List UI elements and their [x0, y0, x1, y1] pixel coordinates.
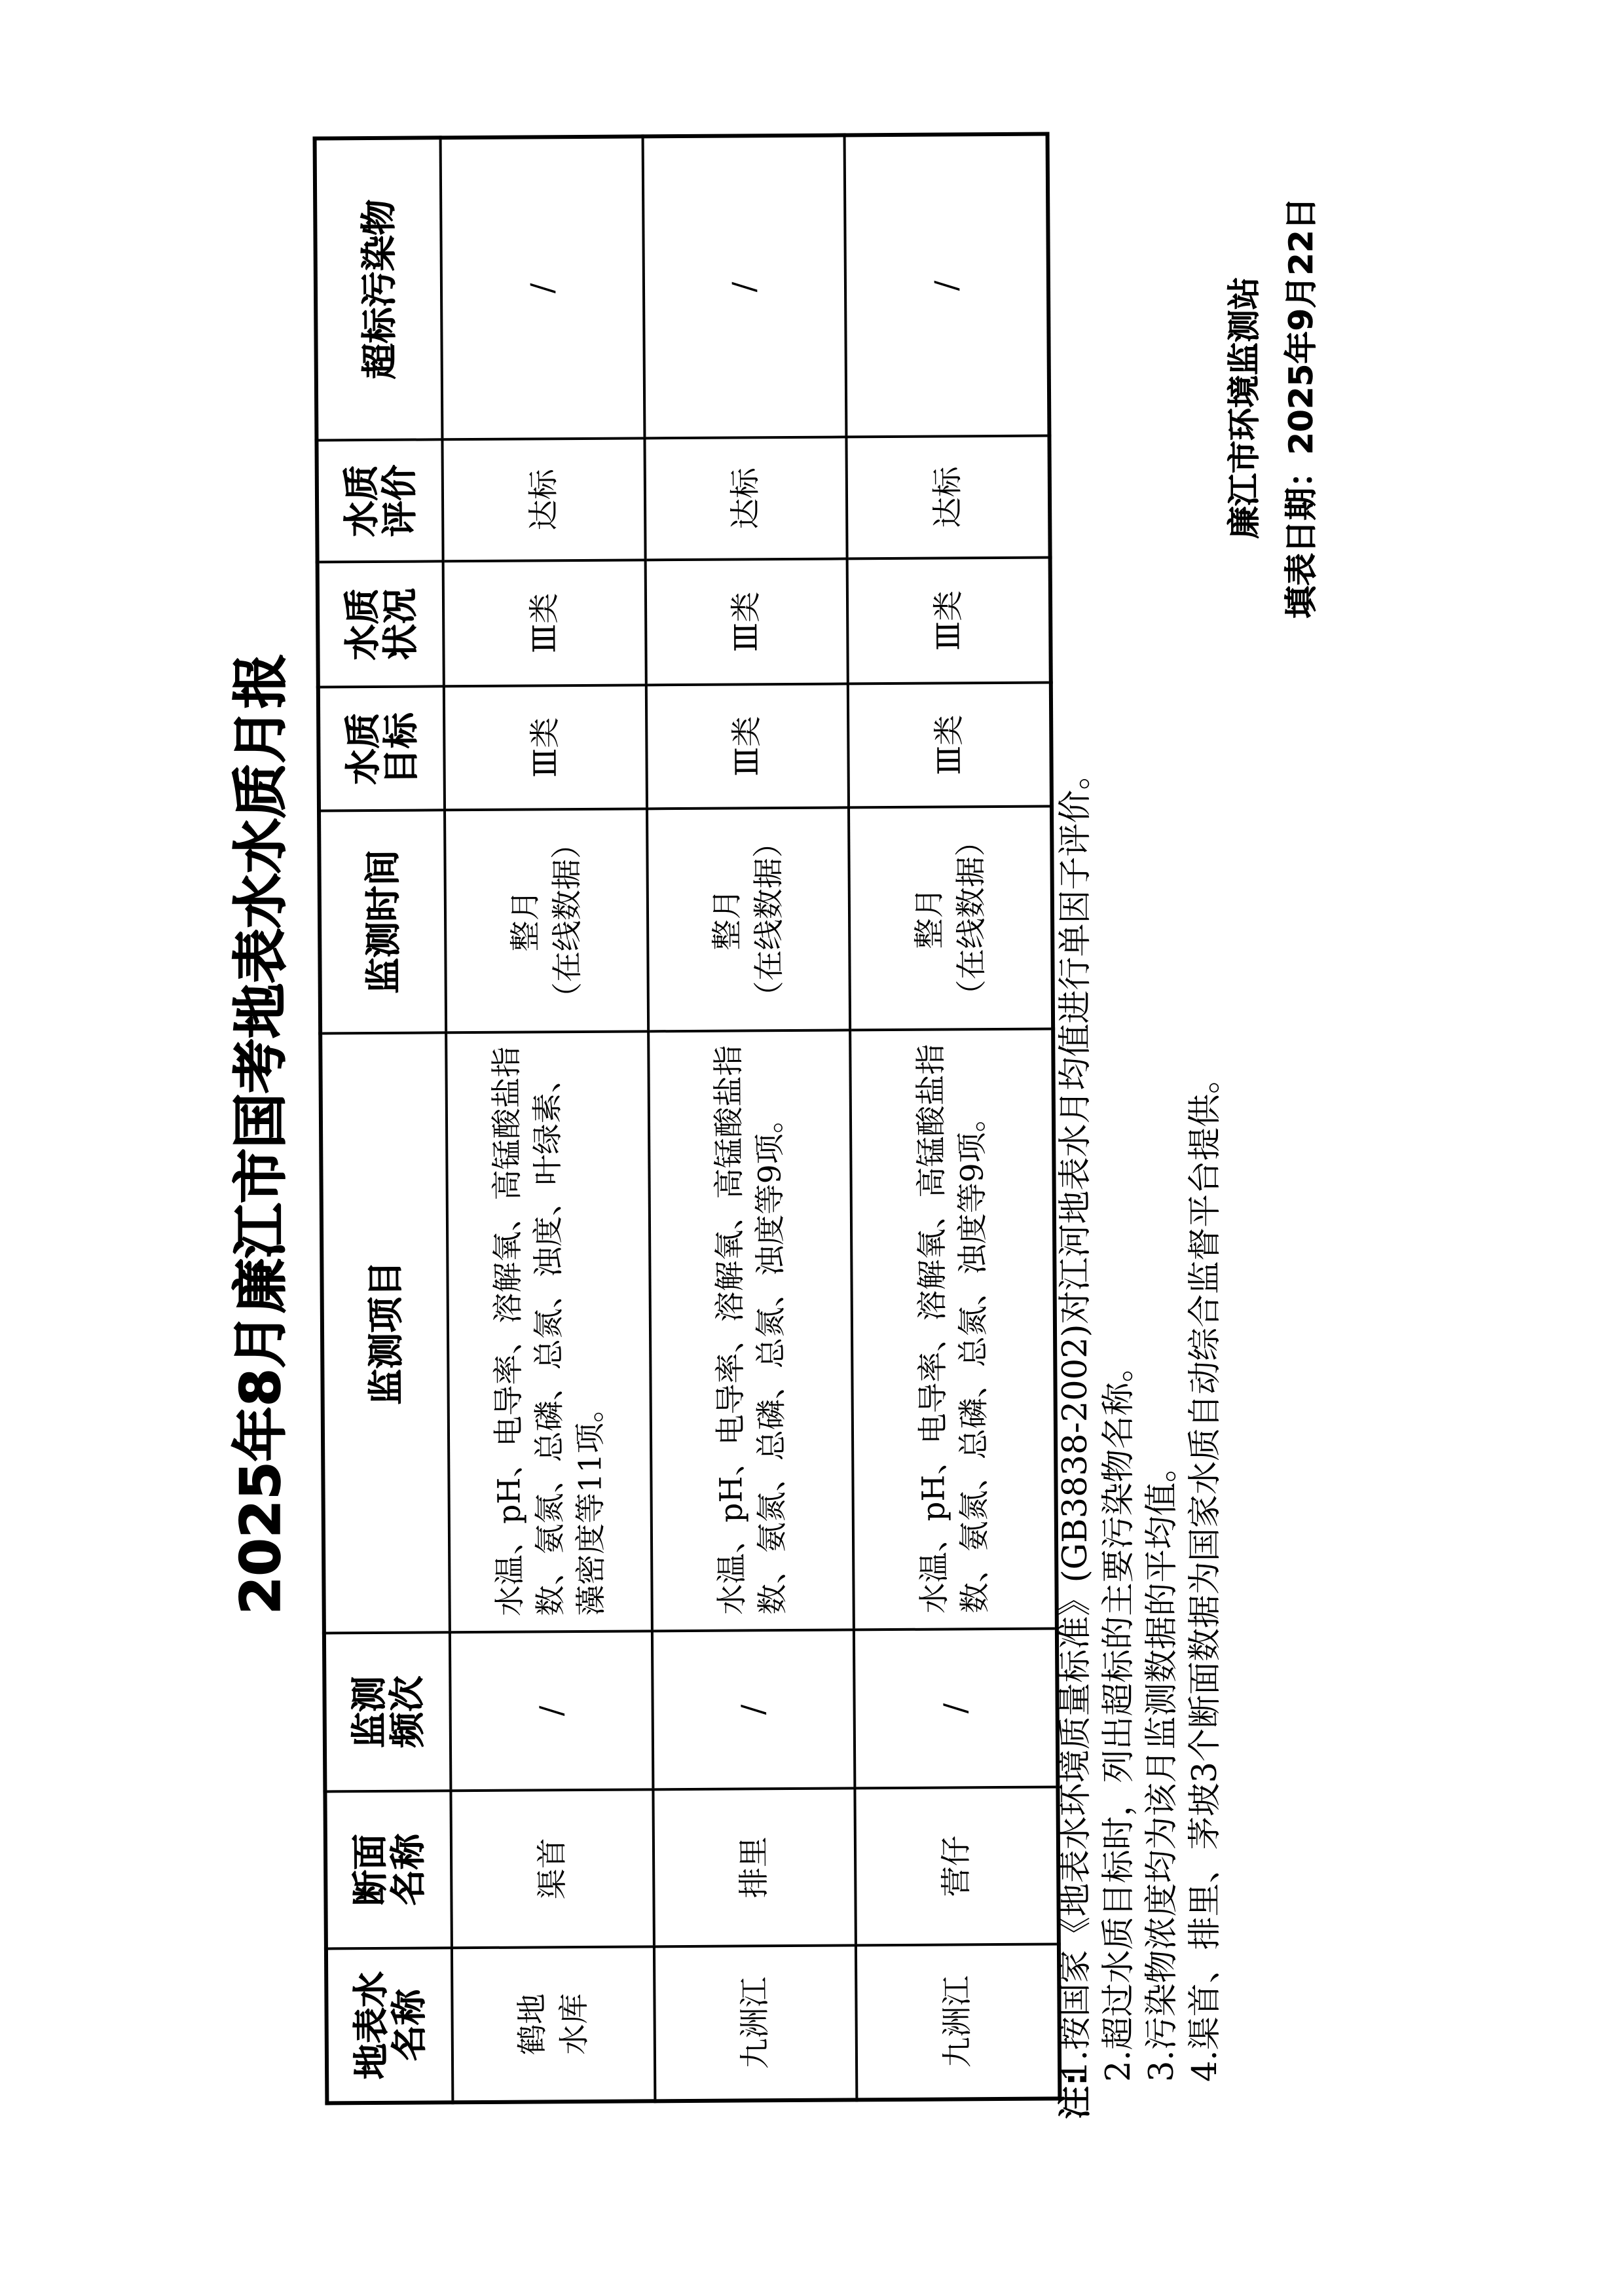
header-line: 目标: [379, 712, 422, 785]
issuing-organization: 廉江市环境监测站: [1225, 277, 1263, 539]
note-item: [1098, 548, 1141, 2119]
cell-exceeding-pollutants: /: [845, 134, 1050, 437]
note-text: 2.超过水质目标时，列出超标的主要污染物名称。: [1099, 1349, 1138, 2082]
cell-line: （在线数据）: [750, 827, 788, 1012]
cell-line: 九洲江: [938, 1975, 976, 2068]
fill-date: [1273, 179, 1330, 637]
cell-quality-status: Ⅲ类: [443, 560, 646, 686]
header-line: 名称: [387, 1988, 430, 2062]
note-text: 3.污染物浓度均为该月监测数据的平均值。: [1143, 1449, 1181, 2082]
cell-exceeding-pollutants: /: [643, 135, 847, 438]
note-text: 4.渠首、排里、茅坡3个断面数据为国家水质自动综合监督平台提供。: [1186, 1060, 1225, 2082]
cell-monitoring-time: [647, 807, 850, 1031]
water-quality-table-wrapper: [313, 136, 1062, 2105]
cell-quality-status: Ⅲ类: [646, 558, 848, 685]
table-row: [845, 134, 1060, 2100]
cell-line: 整月: [911, 887, 948, 949]
header-line: 水质: [340, 464, 382, 538]
note-item: [1184, 548, 1227, 2119]
cell-quality-evaluation: 达标: [644, 437, 847, 560]
table-row: [643, 135, 857, 2101]
header-monitoring-items: 监测项目: [320, 1032, 450, 1633]
page-title: 2025年8月廉江市国考地表水水质月报: [229, 653, 293, 1615]
cell-quality-evaluation: 达标: [442, 438, 645, 561]
cell-monitoring-frequency: /: [854, 1628, 1058, 1788]
header-line: 监测: [347, 1675, 390, 1749]
note-item: [1141, 548, 1184, 2119]
notes-section: [1054, 548, 1227, 2119]
header-line: 水质: [341, 712, 384, 785]
header-line: 频次: [385, 1675, 428, 1748]
cell-quality-target: Ⅲ类: [444, 685, 647, 810]
header-water-body-name: [326, 1948, 452, 2103]
cell-line: 整月: [709, 888, 746, 951]
table-row: [441, 136, 655, 2102]
cell-line: （在线数据）: [548, 828, 586, 1013]
cell-water-body-name: [452, 1946, 655, 2102]
header-line: 水质: [341, 588, 384, 661]
cell-line: 藻密度等11项。: [572, 1391, 610, 1616]
header-section-name: [325, 1791, 452, 1948]
cell-water-body-name: [856, 1944, 1060, 2100]
cell-monitoring-frequency: /: [450, 1631, 654, 1791]
header-monitoring-frequency: [324, 1632, 451, 1791]
header-line: 名称: [386, 1833, 430, 1906]
fill-date-label: 填表日期：: [1282, 454, 1320, 619]
cell-line: 九洲江: [737, 1977, 774, 2069]
cell-section-name: 排里: [653, 1788, 856, 1946]
cell-line: 水温、pH、电导率、溶解氧、高锰酸盐指: [710, 1045, 750, 1615]
table-header-row: [315, 137, 453, 2103]
footer-signature: [1216, 179, 1330, 637]
header-quality-target: [318, 686, 445, 811]
header-line: 评价: [378, 464, 420, 537]
cell-line: 数、氨氮、总磷、总氮、浊度等9项。: [751, 1102, 791, 1615]
header-exceeding-pollutants: 超标污染物: [315, 137, 443, 440]
cell-line: 水温、pH、电导率、溶解氧、高锰酸盐指: [488, 1046, 528, 1616]
cell-quality-target: Ⅲ类: [848, 682, 1052, 807]
cell-monitoring-time: [849, 806, 1053, 1030]
cell-monitoring-items: [850, 1029, 1057, 1630]
cell-line: 整月: [507, 890, 544, 952]
cell-section-name: 营仔: [855, 1787, 1059, 1945]
header-line: 状况: [378, 588, 422, 661]
cell-line: 水库: [555, 1993, 593, 2055]
cell-line: （在线数据）: [952, 826, 990, 1011]
cell-monitoring-time: [445, 809, 648, 1032]
cell-exceeding-pollutants: /: [441, 136, 645, 439]
note-item: [1054, 548, 1098, 2119]
cell-line: 数、氨氮、总磷、总氮、浊度等9项。: [953, 1101, 993, 1614]
header-line: 断面: [348, 1833, 392, 1906]
cell-line: 水温、pH、电导率、溶解氧、高锰酸盐指: [912, 1044, 953, 1614]
note-text: 1.按国家《地表水环境质量标准》(GB3838-2002)对江河地表水月均值进行单因子评价。: [1056, 756, 1095, 2082]
cell-monitoring-frequency: /: [652, 1630, 855, 1789]
cell-monitoring-items: [648, 1030, 854, 1631]
header-quality-status: [318, 561, 444, 687]
header-quality-evaluation: [316, 439, 443, 562]
cell-section-name: 渠首: [451, 1789, 654, 1948]
cell-line: 数、氨氮、总磷、总氮、浊度、叶绿素、: [528, 1062, 569, 1616]
cell-quality-target: Ⅲ类: [646, 683, 849, 809]
cell-quality-status: Ⅲ类: [847, 557, 1051, 683]
notes-label: 注:: [1056, 2072, 1095, 2119]
cell-quality-evaluation: 达标: [846, 435, 1050, 558]
header-line: 地表水: [349, 1971, 392, 2080]
cell-water-body-name: [654, 1945, 857, 2101]
header-monitoring-time: 监测时间: [319, 810, 446, 1033]
fill-date-value: 2025年9月22日: [1282, 197, 1320, 455]
cell-monitoring-items: [446, 1031, 652, 1632]
water-quality-table: [313, 132, 1062, 2105]
cell-line: 鹤地: [513, 1993, 551, 2056]
